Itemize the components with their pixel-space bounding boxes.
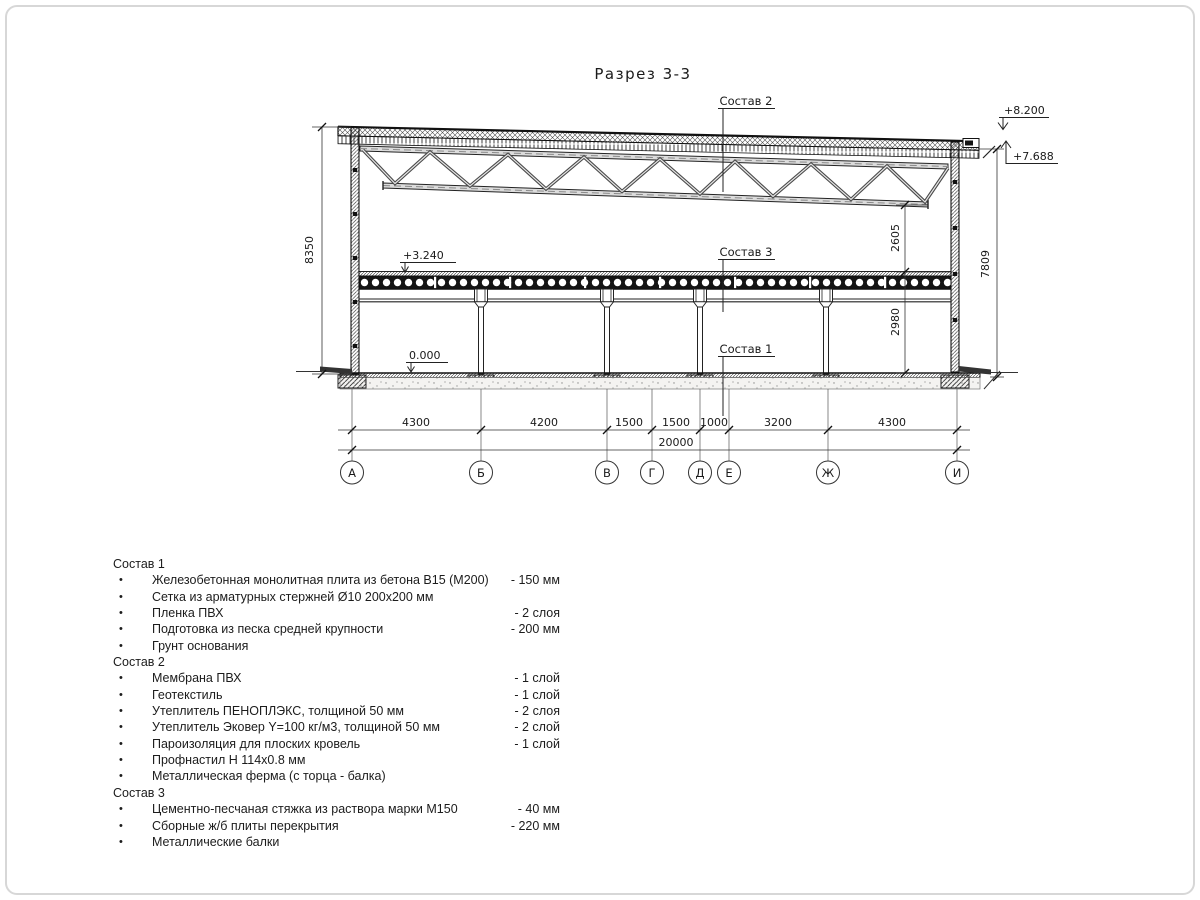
axis-bubbles xyxy=(341,461,969,484)
bullet-icon: • xyxy=(119,737,123,750)
bullet-icon: • xyxy=(119,623,123,636)
axis-bubble xyxy=(341,461,364,484)
bullet-icon: • xyxy=(119,672,123,685)
spec-item: • Сетка из арматурных стержней Ø10 200х200 мм xyxy=(119,589,434,604)
drawing-title: Разрез 3-3 xyxy=(594,65,692,83)
spec-item: • Грунт основания xyxy=(119,638,249,653)
elevation-floor: +3.240 xyxy=(403,249,444,262)
dim-total: 20000 xyxy=(658,436,694,449)
spec-item: • Металлические балки xyxy=(119,834,280,849)
dim-seg-2: 4200 xyxy=(530,416,558,429)
bullet-icon: • xyxy=(119,835,123,848)
ground-floor xyxy=(296,366,1018,389)
dim-2980: 2980 xyxy=(889,308,902,336)
dim-seg-6: 3200 xyxy=(764,416,792,429)
bullet-icon: • xyxy=(119,770,123,783)
bullet-icon: • xyxy=(119,639,123,652)
axis-bubble xyxy=(718,461,741,484)
bullet-icon: • xyxy=(119,819,123,832)
bullet-icon: • xyxy=(119,803,123,816)
dim-seg-4: 1500 xyxy=(662,416,690,429)
elevation-roof-top: +8.200 xyxy=(1004,104,1045,117)
spec-item: • Цементно-песчаная стяжка из раствора марки М150 - 40 мм xyxy=(119,802,560,817)
spec-item: • Сборные ж/б плиты перекрытия - 220 мм xyxy=(119,818,560,833)
bullet-icon: • xyxy=(119,754,123,767)
wall-footing-right xyxy=(941,375,969,388)
label-sostav-2: Состав 2 xyxy=(719,94,773,108)
axis-bubble xyxy=(470,461,493,484)
bullet-icon: • xyxy=(119,590,123,603)
svg-text:Б: Б xyxy=(477,466,485,480)
floor-slab xyxy=(359,272,951,302)
svg-text:И: И xyxy=(952,466,962,480)
bullet-icon: • xyxy=(119,705,123,718)
svg-text:В: В xyxy=(603,466,611,480)
spec-item: • Мембрана ПВХ - 1 слой xyxy=(119,671,560,686)
spec-item: • Утеплитель ПЕНОПЛЭКС, толщиной 50 мм - 2 слоя xyxy=(119,704,560,719)
spec-item: • Металлическая ферма (с торца - балка) xyxy=(119,769,386,784)
spec-item: • Железобетонная монолитная плита из бетона В15 (М200) - 150 мм xyxy=(119,573,560,588)
spec-header: Состав 1 xyxy=(113,557,165,571)
wall-right xyxy=(951,142,959,372)
svg-text:Е: Е xyxy=(725,466,733,480)
spec-item: • Пленка ПВХ - 2 слоя xyxy=(119,606,560,621)
wall-footing-left xyxy=(338,375,366,388)
dim-8350: 8350 xyxy=(303,236,316,264)
dim-2605: 2605 xyxy=(889,224,902,252)
horizontal-dimensions xyxy=(338,389,970,461)
svg-text:Г: Г xyxy=(648,466,656,480)
elevation-zero: 0.000 xyxy=(409,349,441,362)
spec-header: Состав 2 xyxy=(113,655,165,670)
spec-item: • Геотекстиль - 1 слой xyxy=(119,687,560,702)
axis-bubble xyxy=(596,461,619,484)
spec-item: • Утеплитель Эковер Y=100 кг/м3, толщиной 50 мм - 2 слой xyxy=(119,720,560,735)
svg-text:Д: Д xyxy=(695,466,705,480)
bullet-icon: • xyxy=(119,607,123,620)
dim-seg-1: 4300 xyxy=(402,416,430,429)
axis-bubble xyxy=(817,461,840,484)
axis-bubble xyxy=(641,461,664,484)
axis-bubble xyxy=(946,461,969,484)
spec-item: • Пароизоляция для плоских кровель - 1 слой xyxy=(119,736,560,751)
dim-seg-3: 1500 xyxy=(615,416,643,429)
spec-item: • Подготовка из песка средней крупности - 200 мм xyxy=(119,622,560,637)
apron-left xyxy=(320,367,352,375)
dim-seg-5: 1000 xyxy=(700,416,728,429)
axis-bubble xyxy=(689,461,712,484)
dim-seg-7: 4300 xyxy=(878,416,906,429)
dim-7809: 7809 xyxy=(979,250,992,278)
spec-item: • Профнастил Н 114х0.8 мм xyxy=(119,753,306,768)
bullet-icon: • xyxy=(119,721,123,734)
spec-header: Состав 3 xyxy=(113,785,165,800)
wall-left xyxy=(351,127,359,374)
label-sostav-3: Состав 3 xyxy=(719,245,773,259)
label-sostav-1: Состав 1 xyxy=(719,342,773,356)
elevation-eave: +7.688 xyxy=(1013,150,1054,163)
bullet-icon: • xyxy=(119,688,123,701)
bullet-icon: • xyxy=(119,574,123,587)
svg-text:Ж: Ж xyxy=(821,466,835,480)
svg-text:А: А xyxy=(348,466,356,480)
composition-specs xyxy=(113,556,583,850)
